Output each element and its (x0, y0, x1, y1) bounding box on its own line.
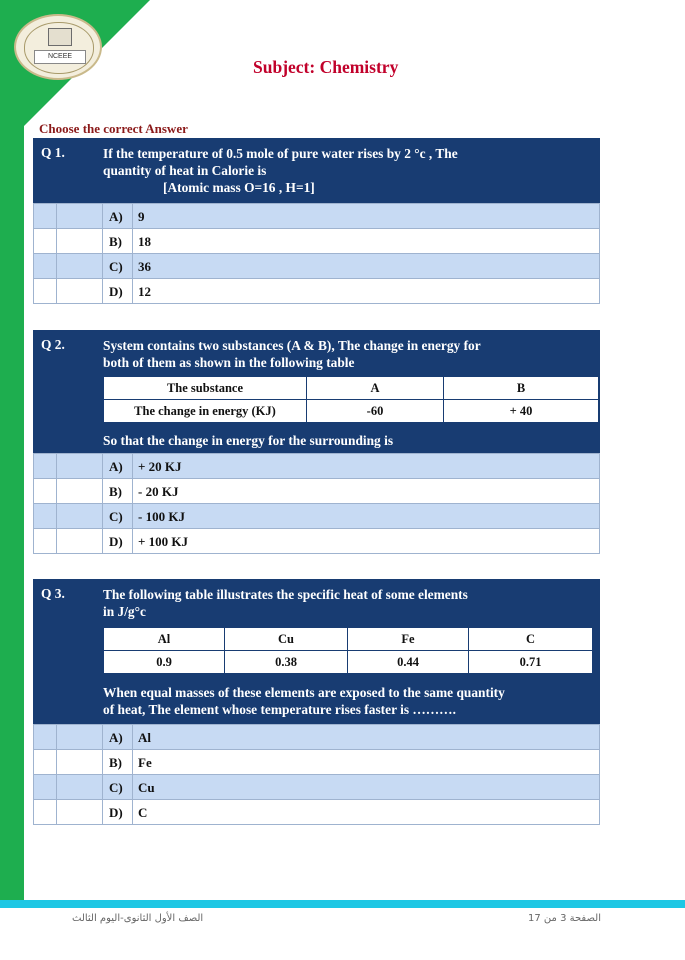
option-letter: C) (109, 780, 123, 795)
question-1 (33, 138, 600, 304)
question-line: of heat, The element whose temperature rises faster is ………. (103, 702, 456, 717)
option-text: - 100 KJ (138, 509, 185, 524)
logo-banner: NCEEE (34, 50, 86, 64)
logo-building-icon (48, 28, 72, 46)
question-text (103, 145, 593, 196)
option-b[interactable] (33, 228, 600, 254)
table-cell: 0.44 (348, 651, 469, 674)
table-header-cell: Cu (225, 628, 348, 651)
option-text: 9 (138, 209, 145, 224)
table-header-cell: Fe (348, 628, 469, 651)
option-d[interactable] (33, 799, 600, 825)
question-line: quantity of heat in Calorie is (103, 163, 267, 178)
option-letter: D) (109, 534, 123, 549)
question-text (103, 337, 593, 371)
question-line: in J/g°c (103, 604, 146, 619)
option-letter: C) (109, 509, 123, 524)
option-a[interactable] (33, 453, 600, 479)
option-letter: B) (109, 234, 122, 249)
option-c[interactable] (33, 253, 600, 279)
question-3-header (33, 579, 600, 725)
question-2-header (33, 330, 600, 454)
table-header-cell: B (444, 377, 599, 400)
option-a[interactable] (33, 724, 600, 750)
option-text: 18 (138, 234, 151, 249)
footer-page-number: الصفحة 3 من 17 (528, 913, 601, 924)
table-header-cell: The substance (104, 377, 307, 400)
option-text: - 20 KJ (138, 484, 179, 499)
table-cell: + 40 (444, 400, 599, 423)
question-2 (33, 330, 600, 554)
question-line: both of them as shown in the following table (103, 355, 355, 370)
table-cell: 0.9 (104, 651, 225, 674)
question-line: When equal masses of these elements are exposed to the same quantity (103, 685, 505, 700)
question-followup: So that the change in energy for the surrounding is (103, 433, 394, 448)
option-text: C (138, 805, 148, 820)
option-text: Fe (138, 755, 152, 770)
option-text: Al (138, 730, 151, 745)
option-letter: C) (109, 259, 123, 274)
specific-heat-table (103, 627, 593, 674)
question-text (103, 586, 593, 620)
option-text: 12 (138, 284, 151, 299)
option-letter: A) (109, 459, 123, 474)
option-text: + 100 KJ (138, 534, 189, 549)
option-letter: A) (109, 730, 123, 745)
table-cell: 0.71 (469, 651, 593, 674)
question-note: [Atomic mass O=16 , H=1] (163, 180, 315, 195)
table-cell: 0.38 (225, 651, 348, 674)
option-letter: A) (109, 209, 123, 224)
option-text: 36 (138, 259, 151, 274)
table-header-cell: Al (104, 628, 225, 651)
energy-table (103, 376, 599, 423)
ncee-logo (14, 14, 102, 80)
question-3 (33, 579, 600, 825)
footer-grade-day: الصف الأول الثانوى-اليوم الثالث (72, 913, 204, 924)
option-letter: B) (109, 484, 122, 499)
option-b[interactable] (33, 478, 600, 504)
option-d[interactable] (33, 278, 600, 304)
table-cell: The change in energy (KJ) (104, 400, 307, 423)
subject-title: Subject: Chemistry (253, 57, 399, 77)
option-text: + 20 KJ (138, 459, 182, 474)
table-cell: -60 (307, 400, 444, 423)
question-number: Q 2. (41, 337, 65, 352)
question-1-header (33, 138, 600, 204)
question-line: System contains two substances (A & B), The change in energy for (103, 338, 481, 353)
option-c[interactable] (33, 774, 600, 800)
option-b[interactable] (33, 749, 600, 775)
option-a[interactable] (33, 203, 600, 229)
table-header-cell: A (307, 377, 444, 400)
question-line: If the temperature of 0.5 mole of pure water rises by 2 °c , The (103, 146, 458, 161)
table-header-cell: C (469, 628, 593, 651)
option-letter: D) (109, 805, 123, 820)
option-letter: B) (109, 755, 122, 770)
question-number: Q 3. (41, 586, 65, 601)
bottom-divider (0, 900, 685, 908)
question-followup (103, 684, 593, 718)
question-number: Q 1. (41, 145, 65, 160)
option-text: Cu (138, 780, 155, 795)
option-c[interactable] (33, 503, 600, 529)
option-letter: D) (109, 284, 123, 299)
question-line: The following table illustrates the specific heat of some elements (103, 587, 468, 602)
instruction-text: Choose the correct Answer (39, 121, 188, 136)
option-d[interactable] (33, 528, 600, 554)
